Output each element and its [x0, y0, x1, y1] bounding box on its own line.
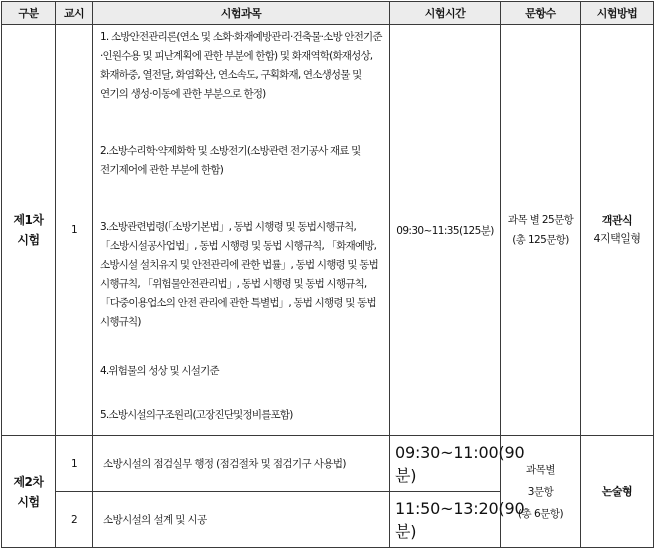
round2-division-label: 제2차 시험 — [13, 474, 44, 509]
round2-method — [581, 436, 654, 548]
round2-method-label: 논술형 — [601, 484, 633, 498]
round2-period-2: 2 — [56, 492, 93, 548]
subject-item-4: 4.위험물의 성상 및 시설기준 — [100, 365, 219, 377]
header-count: 문항수 — [501, 2, 581, 25]
header-method: 시험방법 — [581, 2, 654, 25]
round2-time-2: 11:50~13:20(90분) — [390, 492, 501, 548]
round2-count-text: 과목별 3문항 (총 6문항) — [517, 463, 564, 520]
round1-count — [501, 25, 581, 436]
subject-item-3: 3.소방관련법령(「소방기본법」, 동법 시행령 및 동법시행규칙, 「소방시설공사업법」, 동법 시행령 및 동법 시행규칙, 「화재예방,소방시설 설치유지 및 안전관리에 관한 법률」, 동법 시행령 및 동법 시행규칙, 「위험물안전관리법」, 동법 시행령 및 동법 시행규칙, 「다중이용업소의 안전 관리에 관한 특별법」, 동법 시행령 및 동법 시행규칙) — [100, 221, 378, 328]
exam-schedule-table — [1, 1, 654, 548]
round1-count-text: 과목 별 25문항 (총 125문항) — [507, 214, 574, 246]
header-division: 구분 — [2, 2, 56, 25]
header-time: 시험시간 — [390, 2, 501, 25]
header-subjects: 시험과목 — [93, 2, 390, 25]
round2-period-1: 1 — [56, 436, 93, 492]
round1-method — [581, 25, 654, 436]
round1-time: 09:30~11:35(125분) — [390, 25, 501, 436]
header-period: 교시 — [56, 2, 93, 25]
round1-division-label: 제1차 시험 — [13, 213, 44, 247]
round1-division — [2, 25, 56, 436]
header-row — [2, 2, 654, 25]
round1-row — [2, 25, 654, 436]
round2-row-1 — [2, 436, 654, 492]
round1-subjects-cell — [93, 25, 390, 436]
round2-subject-1: 소방시설의 점검실무 행정 (점검절차 및 점검기구 사용법) — [93, 436, 390, 492]
round2-subject-2: 소방시설의 설계 및 시공 — [93, 492, 390, 548]
round1-period: 1 — [56, 25, 93, 436]
round1-method-sub: 4지택일형 — [593, 232, 641, 245]
round1-method-main: 객관식 — [601, 214, 633, 227]
subject-item-1: 1. 소방안전관리론(연소 및 소화·화재예방관리·건축물·소방 안전기준·인원수용 및 피난계획에 관한 부분에 한함) 및 화재역학(화재성상, 화재하중, 열전달, 화염확산, 연소속도, 구획화재, 연소생성물 및 연기의 생성·이동에 관한 부분으로 한정) — [100, 31, 382, 100]
round2-time-1: 09:30~11:00(90분) — [390, 436, 501, 492]
subject-item-2: 2.소방수리학·약제화학 및 소방전기(소방관련 전기공사 재료 및 전기제어에 관한 부분에 한함) — [100, 145, 361, 176]
subject-item-5: 5.소방시설의구조원리(고장진단및정비를포함) — [100, 409, 293, 421]
round2-division — [2, 436, 56, 548]
